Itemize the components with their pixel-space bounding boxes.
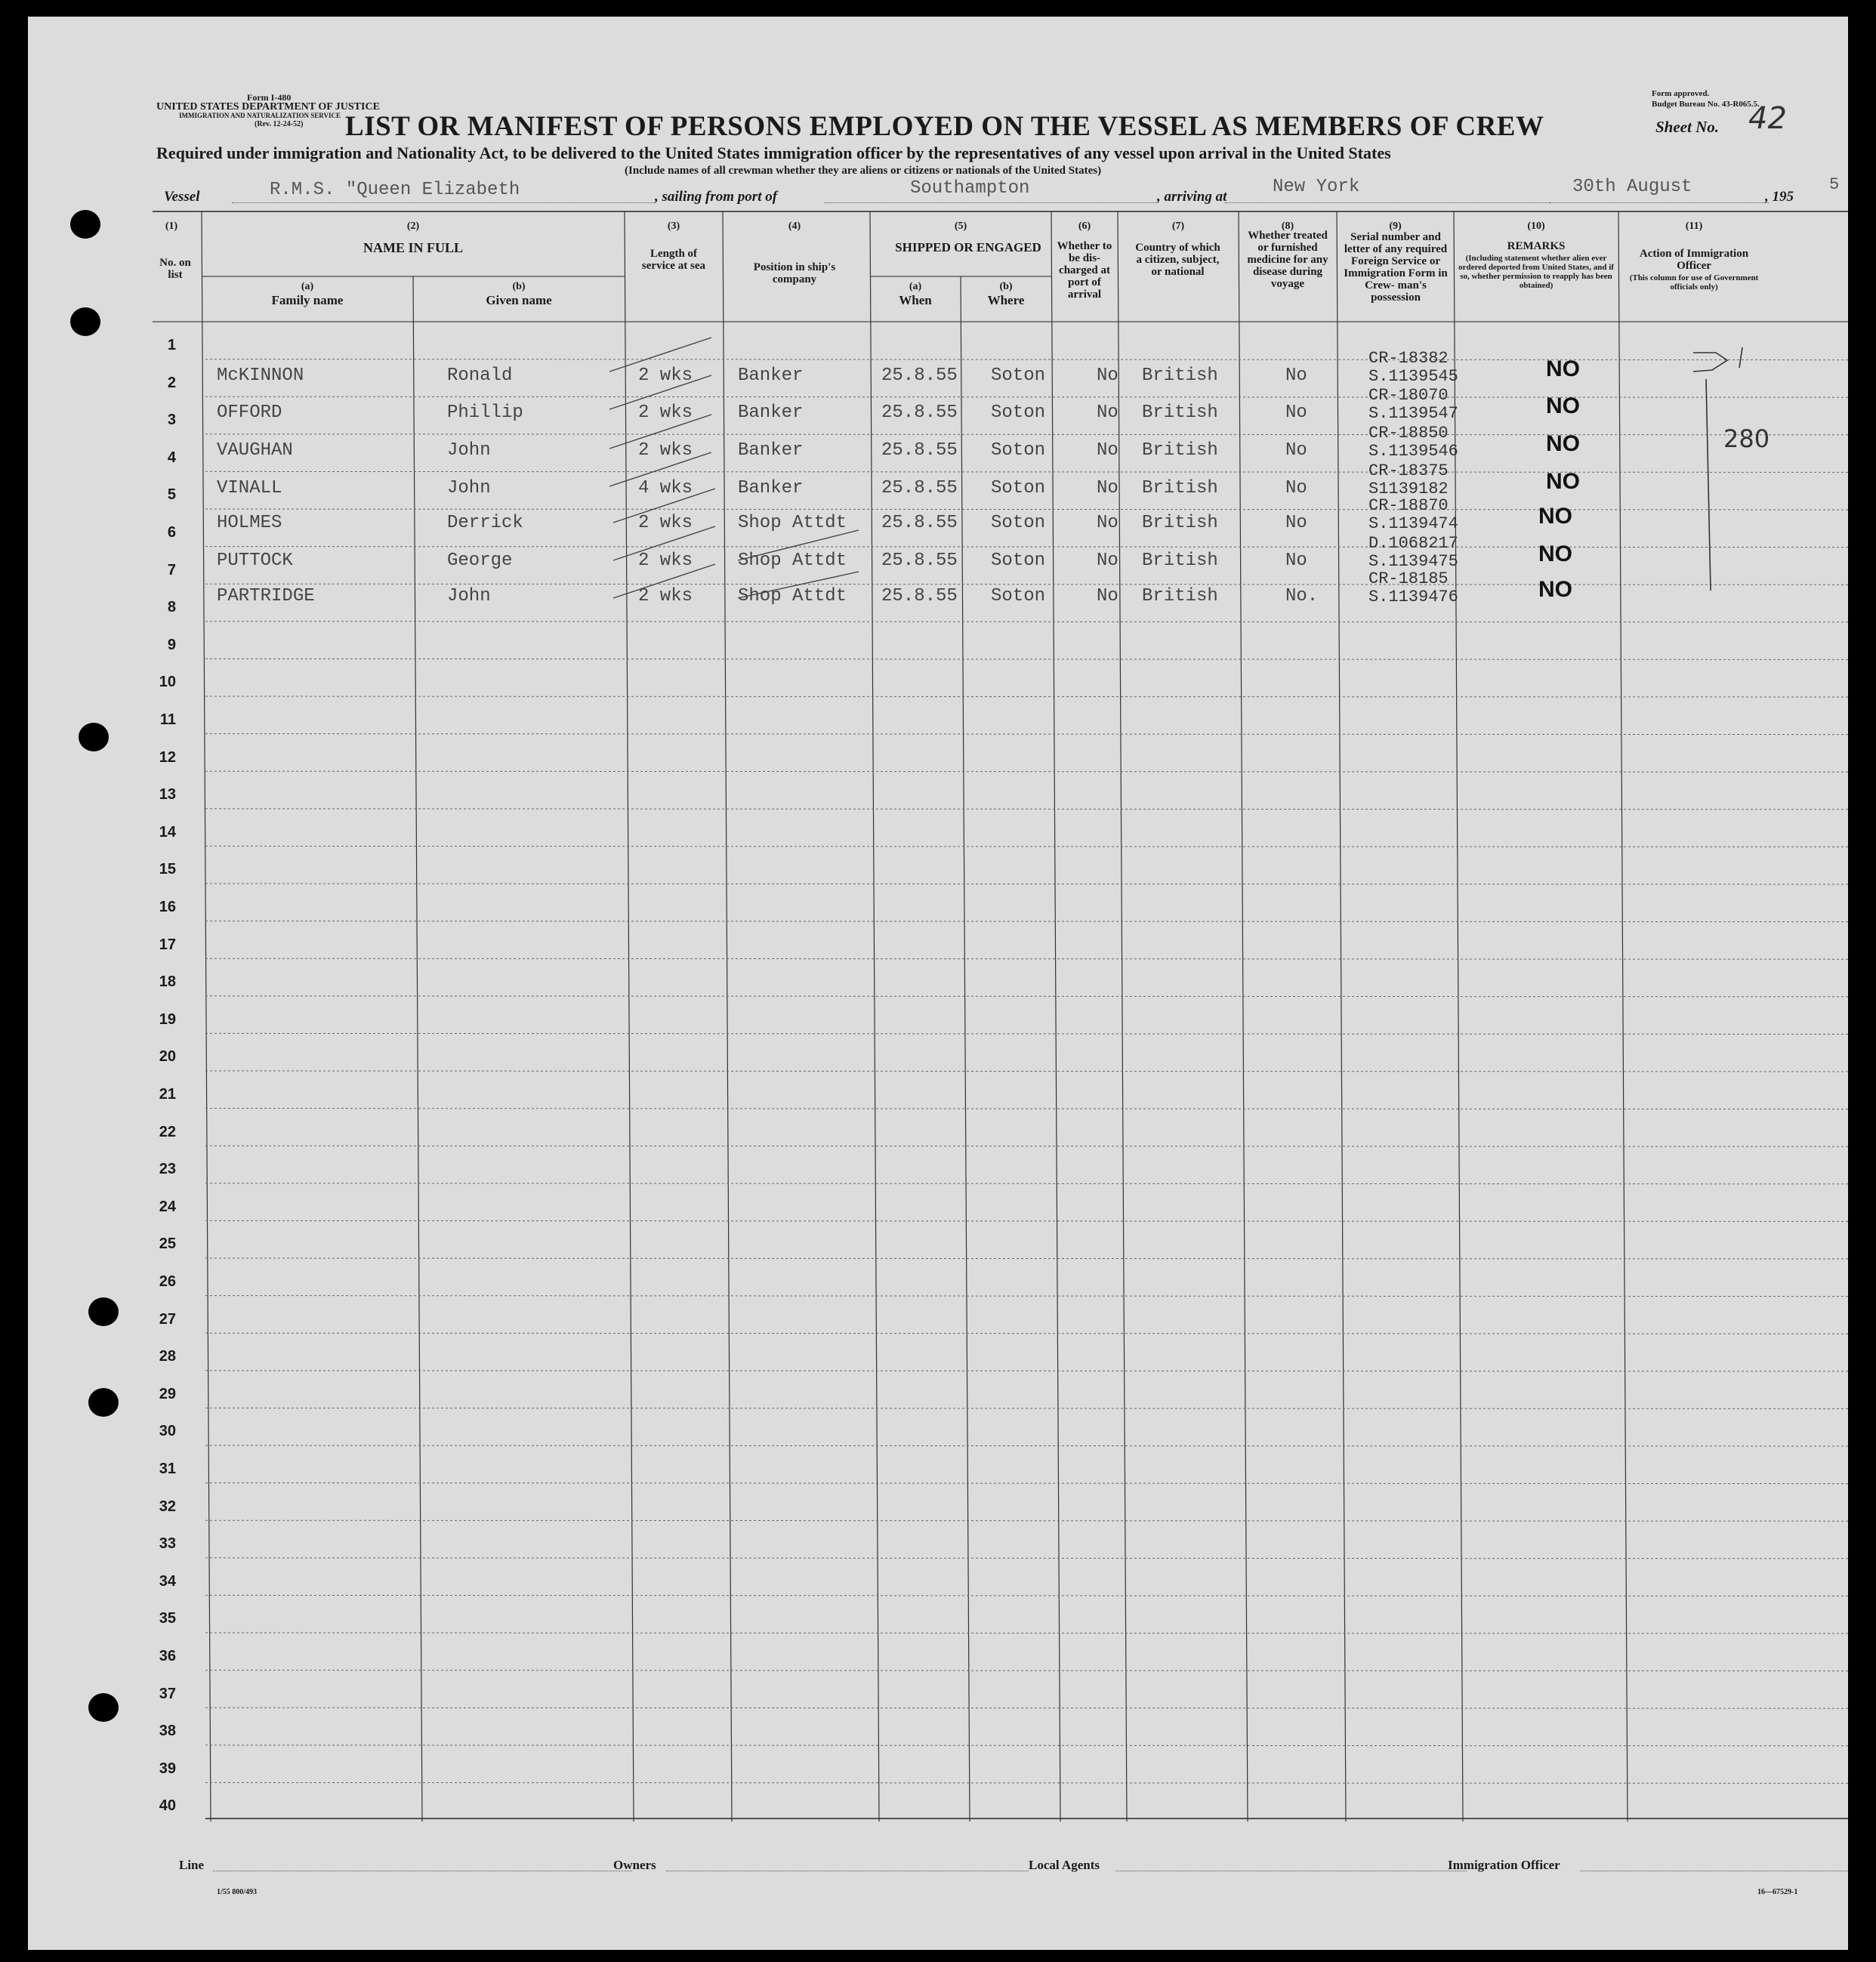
- row-rule: [205, 958, 1848, 959]
- country: British: [1142, 551, 1218, 571]
- shipped-when: 25.8.55: [881, 551, 958, 571]
- remarks: NO: [1538, 577, 1572, 602]
- row-rule: [205, 846, 1848, 847]
- row-rule: [205, 434, 1848, 435]
- discharged: No: [1097, 403, 1119, 423]
- line-number: 9: [167, 636, 176, 653]
- col7-label: Country of which a citizen, subject, or national: [1135, 242, 1220, 278]
- column-rule: [961, 276, 970, 1822]
- serial-number-2: S.1139547: [1368, 404, 1458, 423]
- column-rule: [1239, 211, 1248, 1822]
- country: British: [1142, 513, 1218, 533]
- position: Shop Attdt: [738, 513, 847, 533]
- country: British: [1142, 403, 1218, 423]
- line-number: 27: [159, 1310, 176, 1328]
- page-subtitle: Required under immigration and Nationality Act, to be delivered to the United States immigration officer by the representatives of any vessel upon arrival in the United States: [156, 143, 1391, 162]
- row-rule: [205, 1782, 1848, 1783]
- country: British: [1142, 478, 1218, 498]
- col6-label: Whether to be dis- charged at port of arrival: [1057, 240, 1112, 301]
- footer-line: Line: [179, 1858, 205, 1872]
- col11-number: (11): [1685, 221, 1703, 232]
- line-number: 13: [159, 786, 176, 804]
- row-rule: [205, 1707, 1848, 1708]
- col8-label: Whether treated or furnished medicine for any disease during voyage: [1247, 230, 1328, 290]
- footer-print-code: 1/55 800/493: [217, 1888, 258, 1896]
- length-of-service: 2 wks: [638, 403, 693, 423]
- col1-label: No. on list: [159, 257, 191, 281]
- col7-number: (7): [1171, 221, 1185, 232]
- column-rule: [625, 211, 634, 1822]
- vessel-label: Vessel: [164, 189, 200, 205]
- line-number: 3: [167, 412, 176, 429]
- line-number: 35: [159, 1610, 176, 1627]
- row-rule: [205, 1745, 1848, 1746]
- row-rule: [205, 921, 1848, 922]
- line-number: 38: [159, 1723, 176, 1740]
- length-of-service: 4 wks: [638, 478, 693, 498]
- col2a-number: (a): [301, 281, 314, 292]
- line-number: 21: [159, 1086, 176, 1103]
- treated: No: [1285, 440, 1307, 461]
- discharged: No: [1097, 551, 1119, 571]
- column-rule: [870, 211, 879, 1822]
- footer-form-code: 16—67529-1: [1757, 1888, 1798, 1896]
- row-rule: [205, 547, 1848, 548]
- line-number: 28: [159, 1348, 176, 1365]
- given-name: Ronald: [447, 366, 513, 386]
- line-number: 5: [167, 486, 176, 504]
- col2b-label: Given name: [486, 293, 552, 307]
- sheet-number: 42: [1748, 101, 1787, 136]
- sheet-label: Sheet No.: [1655, 118, 1719, 136]
- family-name: PUTTOCK: [217, 551, 293, 571]
- year-printed: , 195: [1765, 189, 1794, 205]
- column-rule: [723, 211, 732, 1822]
- position: Shop Attdt: [738, 551, 847, 571]
- row-rule: [205, 1296, 1848, 1297]
- position: Banker: [738, 478, 804, 498]
- row-rule: [205, 771, 1848, 772]
- footer-agents: Local Agents: [1029, 1858, 1100, 1872]
- serial-number-1: CR-18375: [1368, 461, 1449, 480]
- row-rule: [205, 584, 1848, 585]
- line-number: 12: [159, 748, 176, 766]
- position: Banker: [738, 440, 804, 461]
- discharged: No: [1097, 478, 1119, 498]
- col2b-number: (b): [512, 281, 526, 292]
- column-rule: [1118, 211, 1127, 1822]
- family-name: HOLMES: [217, 513, 282, 533]
- column-rule: [202, 211, 211, 1822]
- treated: No: [1285, 366, 1307, 386]
- col10-number: (10): [1527, 221, 1545, 232]
- department: UNITED STATES DEPARTMENT OF JUSTICE: [156, 101, 380, 113]
- line-number: 29: [159, 1385, 176, 1402]
- remarks: NO: [1546, 356, 1580, 381]
- remarks: NO: [1546, 469, 1580, 494]
- official-mark: [1693, 340, 1717, 365]
- given-name: Derrick: [447, 513, 523, 533]
- line-number: 37: [159, 1685, 176, 1702]
- length-of-service: 2 wks: [638, 551, 693, 571]
- line-number: 36: [159, 1648, 176, 1664]
- line-number: 40: [159, 1797, 176, 1815]
- row-rule: [205, 1258, 1848, 1259]
- family-name: OFFORD: [217, 403, 282, 423]
- shipped-where: Soton: [991, 586, 1046, 606]
- length-of-service: 2 wks: [638, 440, 693, 461]
- revision: (Rev. 12-24-52): [255, 120, 304, 128]
- form-number: Form I-480: [247, 92, 292, 103]
- treated: No: [1285, 403, 1307, 423]
- column-rule: [1051, 211, 1060, 1822]
- row-rule: [205, 396, 1848, 397]
- col5a-label: When: [899, 293, 932, 307]
- row-rule: [205, 696, 1848, 697]
- remarks: NO: [1538, 504, 1572, 529]
- col9-label: Serial number and letter of any required Foreign Service or Immigration Form in Crew- man's possession: [1344, 231, 1448, 304]
- column-rule: [1618, 211, 1628, 1822]
- position: Shop Attdt: [738, 586, 847, 606]
- line-number: 6: [167, 524, 176, 541]
- remarks: NO: [1546, 431, 1580, 456]
- line-number: 26: [159, 1273, 176, 1290]
- row-rule: [205, 1520, 1848, 1521]
- row-rule: [205, 1483, 1848, 1484]
- shipped-where: Soton: [991, 366, 1046, 386]
- col5-label: SHIPPED OR ENGAGED: [895, 240, 1041, 255]
- discharged: No: [1097, 440, 1119, 461]
- col11-label: Action of Immigration Officer: [1639, 248, 1749, 272]
- footer-officer: Immigration Officer: [1448, 1858, 1560, 1872]
- serial-number-1: D.1068217: [1368, 534, 1458, 553]
- given-name: George: [447, 551, 513, 571]
- country: British: [1142, 440, 1218, 461]
- arriving-label: , arriving at: [1157, 189, 1227, 205]
- manifest-page: [28, 17, 1848, 1950]
- port-of-sailing: Southampton: [910, 178, 1030, 199]
- row-rule: [205, 509, 1848, 510]
- remarks: NO: [1538, 541, 1572, 566]
- length-of-service: 2 wks: [638, 366, 693, 386]
- treated: No: [1285, 513, 1307, 533]
- line-number: 8: [167, 599, 176, 616]
- serial-number-1: CR-18870: [1368, 496, 1449, 515]
- col2a-label: Family name: [271, 293, 344, 307]
- col5b-number: (b): [999, 281, 1013, 292]
- family-name: McKINNON: [217, 366, 304, 386]
- serial-number-1: CR-18850: [1368, 424, 1449, 443]
- treated: No: [1285, 478, 1307, 498]
- line-number: 30: [159, 1423, 176, 1440]
- vessel-name: R.M.S. "Queen Elizabeth: [270, 180, 520, 200]
- row-rule: [205, 1071, 1848, 1072]
- shipped-where: Soton: [991, 551, 1046, 571]
- given-name: John: [447, 440, 491, 461]
- col4-label: Position in ship's company: [753, 261, 836, 285]
- serial-number-2: S.1139475: [1368, 552, 1458, 571]
- sailing-label: , sailing from port of: [655, 189, 778, 205]
- line-number: 4: [167, 449, 176, 466]
- row-rule: [205, 1595, 1848, 1596]
- row-rule: [205, 809, 1848, 810]
- serial-number-2: S1139182: [1368, 480, 1449, 498]
- col4-number: (4): [788, 221, 801, 232]
- line-number: 20: [159, 1048, 176, 1066]
- line-number: 19: [159, 1010, 176, 1028]
- discharged: No: [1097, 366, 1119, 386]
- shipped-where: Soton: [991, 440, 1046, 461]
- row-rule: [205, 1033, 1848, 1034]
- given-name: John: [447, 586, 491, 606]
- serial-number-1: CR-18382: [1368, 349, 1449, 368]
- page-note: (Include names of all crewman whether they are aliens or citizens or nationals of the United States): [625, 165, 1102, 177]
- shipped-when: 25.8.55: [881, 586, 958, 606]
- arrival-date: 30th August: [1572, 177, 1692, 197]
- shipped-when: 25.8.55: [881, 478, 958, 498]
- family-name: VINALL: [217, 478, 282, 498]
- line-number: 17: [159, 936, 176, 953]
- line-number: 7: [167, 561, 176, 578]
- col11-sub: (This column for use of Government officials only): [1629, 273, 1759, 292]
- serial-number-2: S.1139546: [1368, 442, 1458, 461]
- footer-owners: Owners: [613, 1858, 656, 1872]
- arrival-port: New York: [1273, 177, 1360, 197]
- page-title: LIST OR MANIFEST OF PERSONS EMPLOYED ON THE VESSEL AS MEMBERS OF CREW: [345, 111, 1544, 142]
- line-number: 39: [159, 1760, 176, 1777]
- line-number: 34: [159, 1572, 176, 1590]
- col9-number: (9): [1389, 221, 1402, 232]
- col2-label: NAME IN FULL: [363, 240, 463, 255]
- shipped-when: 25.8.55: [881, 403, 958, 423]
- given-name: John: [447, 478, 491, 498]
- col10-label: REMARKS: [1507, 240, 1566, 252]
- treated: No.: [1285, 586, 1319, 606]
- country: British: [1142, 366, 1218, 386]
- serial-number-2: S.1139545: [1368, 367, 1458, 386]
- discharged: No: [1097, 586, 1119, 606]
- line-number: 22: [159, 1123, 176, 1140]
- shipped-when: 25.8.55: [881, 440, 958, 461]
- serial-number-2: S.1139476: [1368, 588, 1458, 606]
- position: Banker: [738, 366, 804, 386]
- line-number: 25: [159, 1236, 176, 1253]
- family-name: PARTRIDGE: [217, 586, 315, 606]
- shipped-where: Soton: [991, 403, 1046, 423]
- length-of-service: 2 wks: [638, 513, 693, 533]
- line-number: 16: [159, 899, 176, 915]
- official-number: 280: [1723, 424, 1770, 453]
- row-rule: [205, 1558, 1848, 1559]
- line-number: 33: [159, 1535, 176, 1553]
- row-rule: [205, 1220, 1848, 1221]
- line-number: 2: [167, 374, 176, 391]
- shipped-where: Soton: [991, 513, 1046, 533]
- serial-number-1: CR-18185: [1368, 569, 1449, 588]
- row-rule: [205, 996, 1848, 997]
- serial-number-2: S.1139474: [1368, 514, 1458, 533]
- col10-sub: (Including statement whether alien ever ordered deported from United States, and if so, whether permission to reapply has been obtained): [1458, 254, 1614, 290]
- form-approved: Form approved.: [1652, 89, 1710, 98]
- col8-number: (8): [1281, 221, 1294, 232]
- col5-number: (5): [954, 221, 967, 232]
- column-rule: [413, 276, 422, 1822]
- length-of-service: 2 wks: [638, 586, 693, 606]
- line-number: 10: [159, 674, 176, 691]
- row-rule: [205, 471, 1848, 472]
- remarks: NO: [1546, 393, 1580, 418]
- row-rule: [205, 734, 1848, 735]
- treated: No: [1285, 551, 1307, 571]
- line-number: 31: [159, 1461, 176, 1477]
- col1-number: (1): [165, 221, 178, 232]
- budget-bureau: Budget Bureau No. 43-R065.5.: [1652, 100, 1760, 109]
- row-rule: [205, 1183, 1848, 1184]
- shipped-when: 25.8.55: [881, 366, 958, 386]
- position: Banker: [738, 403, 804, 423]
- row-rule: [205, 1333, 1848, 1334]
- line-number: 32: [159, 1498, 176, 1515]
- col5a-number: (a): [909, 281, 922, 292]
- row-rule: [205, 359, 1848, 360]
- col6-number: (6): [1078, 221, 1091, 232]
- line-number: 24: [159, 1198, 176, 1215]
- shipped-where: Soton: [991, 478, 1046, 498]
- column-rule: [1337, 211, 1346, 1822]
- col3-label: Length of service at sea: [641, 248, 706, 272]
- country: British: [1142, 586, 1218, 606]
- col2-number: (2): [406, 221, 420, 232]
- col3-number: (3): [667, 221, 680, 232]
- family-name: VAUGHAN: [217, 440, 293, 461]
- shipped-when: 25.8.55: [881, 513, 958, 533]
- discharged: No: [1097, 513, 1119, 533]
- line-number: 14: [159, 823, 176, 841]
- line-number: 18: [159, 973, 176, 991]
- line-number: 1: [167, 337, 176, 353]
- given-name: Phillip: [447, 403, 523, 423]
- serial-number-1: CR-18070: [1368, 386, 1449, 405]
- row-rule: [205, 1670, 1848, 1671]
- line-number: 23: [159, 1161, 176, 1178]
- year-suffix: 5: [1829, 175, 1840, 194]
- line-number: 15: [159, 861, 176, 878]
- line-number: 11: [159, 711, 176, 728]
- row-rule: [205, 1445, 1848, 1446]
- service: IMMIGRATION AND NATURALIZATION SERVICE: [179, 112, 341, 119]
- col5b-label: Where: [987, 293, 1025, 307]
